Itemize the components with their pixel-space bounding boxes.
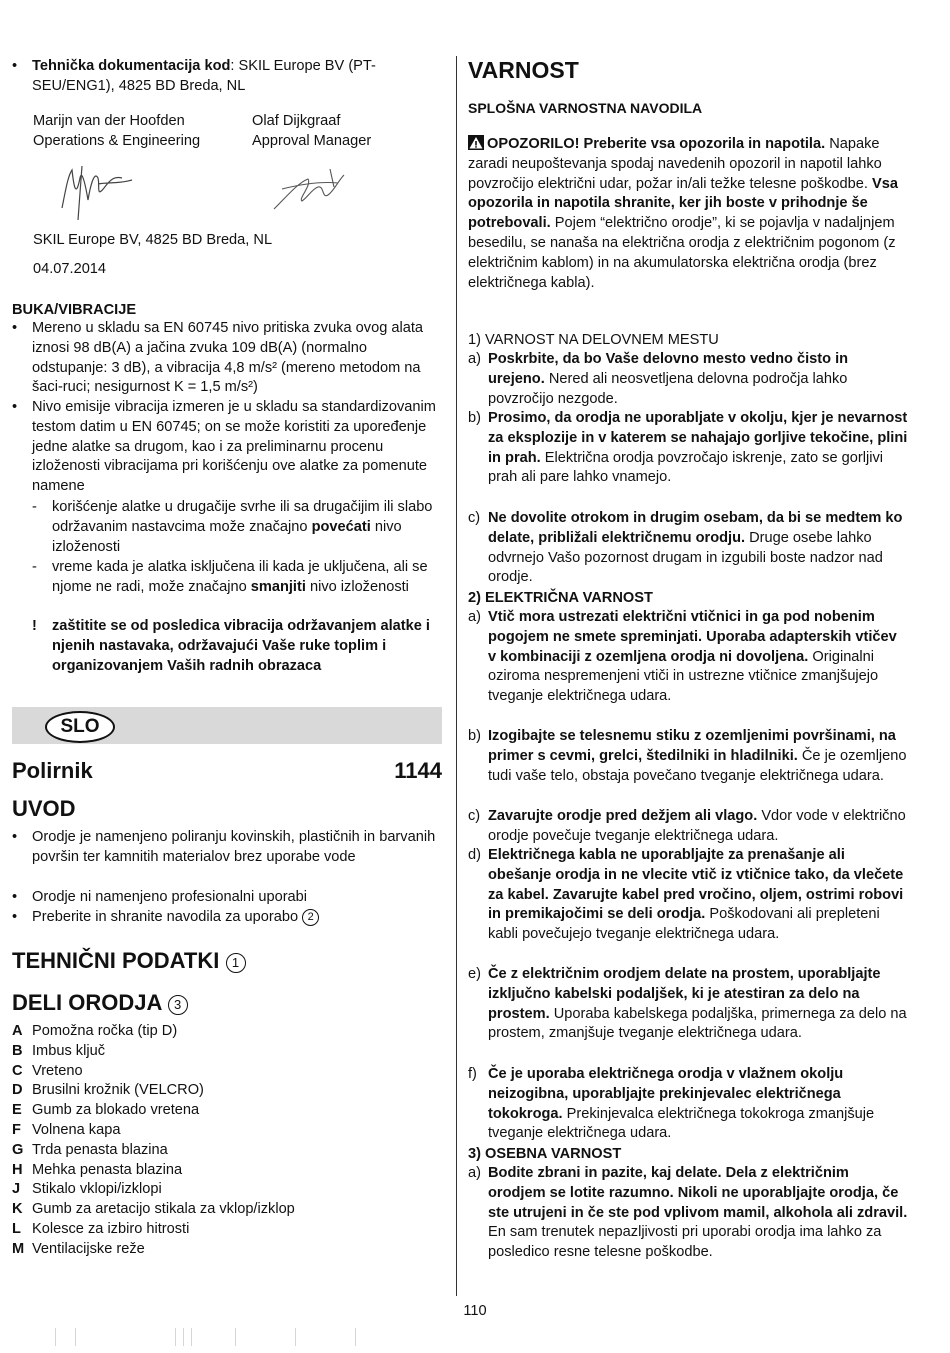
part-label: Gumb za blokado vretena bbox=[32, 1102, 200, 1119]
part-label: Trda penasta blazina bbox=[32, 1141, 168, 1158]
part-key: J bbox=[12, 1181, 21, 1198]
signer-name: Marijn van der Hoofden bbox=[33, 113, 185, 129]
part-item bbox=[12, 1062, 83, 1082]
uvod-heading: UVOD bbox=[12, 796, 76, 821]
model-number: 1144 bbox=[394, 758, 442, 783]
part-label: Kolesce za izbiro hitrosti bbox=[32, 1221, 190, 1237]
warning-paragraph: OPOZORILO! Preberite vsa opozorila in napotila. Napake zaradi neupoštevanja spodaj navedenih opozoril in napotil lahko povzročijo električni udar, požar in/ali težke telesne poškodbe. Vsa opozorila in napotila shranite, ker jih boste v prihodnje še potrebovali. Pojem “električno orodje”, ki se pojavlja v nadaljnjem besedilu, se nanaša na električna orodja z električnim pogonom (z električnim kablom) in na akumulatorska električna orodja (brez električnega kabla). bbox=[468, 136, 898, 291]
date: 04.07.2014 bbox=[33, 261, 107, 277]
column-divider bbox=[456, 56, 457, 1296]
figure-ref: 2 bbox=[302, 909, 319, 926]
part-label: Mehka penasta blazina bbox=[32, 1161, 183, 1178]
part-key: M bbox=[12, 1240, 25, 1257]
signature-2 bbox=[268, 165, 358, 215]
part-item bbox=[12, 1141, 168, 1161]
buka-bullet-2-text: Nivo emisije vibracija izmeren je u skladu sa standardizovanim testom datim u EN 60745; on se može koristiti za upoređenje jedne alatke sa drugom, kao i za preliminarnu procenu izloženosti vibracijama pri korišćenju ove alatke za pomenute namene bbox=[32, 399, 436, 495]
warning-icon bbox=[468, 135, 484, 150]
signature-1 bbox=[52, 158, 142, 224]
part-key: H bbox=[12, 1161, 23, 1178]
signer-role: Operations & Engineering bbox=[33, 132, 201, 149]
part-label: Vreteno bbox=[32, 1062, 83, 1079]
buka-bullet-1: • Mereno u skladu sa EN 60745 nivo pritiska zvuka ovog alata iznosi 98 dB(A) a jačina zvuka 109 dB(A) (normalno odstupanje: 3 dB), a vibracija 4,8 m/s² (mereno metodom na šaci-ruci; nesigurnost K = 1,5 m/s²) bbox=[12, 319, 442, 399]
part-key: D bbox=[12, 1082, 23, 1099]
part-key: B bbox=[12, 1042, 23, 1059]
part-key: K bbox=[12, 1201, 23, 1218]
buka-heading: BUKA/VIBRACIJE bbox=[12, 302, 137, 318]
signer-name: Olaf Dijkgraaf bbox=[252, 113, 341, 129]
part-label: Ventilacijske reže bbox=[32, 1240, 145, 1257]
part-key: F bbox=[12, 1122, 21, 1138]
part-item bbox=[12, 1161, 182, 1181]
tech-doc-label: Tehnička dokumentacija kod bbox=[32, 58, 231, 74]
parts-heading: DELI ORODJA 3 bbox=[12, 990, 188, 1016]
part-item bbox=[12, 1121, 120, 1141]
part-label: Brusilni krožnik (VELCRO) bbox=[32, 1082, 204, 1099]
part-key: E bbox=[12, 1102, 22, 1119]
part-item bbox=[12, 1180, 162, 1200]
page-number: 110 bbox=[463, 1303, 487, 1319]
language-bar bbox=[12, 707, 442, 744]
part-label: Imbus ključ bbox=[32, 1042, 105, 1059]
part-label: Stikalo vklopi/izklopi bbox=[32, 1181, 162, 1198]
part-label: Volnena kapa bbox=[32, 1122, 121, 1138]
general-safety-heading: SPLOŠNA VARNOSTNA NAVODILA bbox=[468, 100, 703, 116]
part-label: Pomožna ročka (tip D) bbox=[32, 1023, 178, 1039]
part-key: C bbox=[12, 1062, 23, 1079]
part-item bbox=[12, 1220, 189, 1240]
signer-2 bbox=[252, 112, 442, 152]
section-3-heading: 3) OSEBNA VARNOST bbox=[468, 1146, 622, 1162]
part-key: A bbox=[12, 1023, 23, 1039]
part-key: G bbox=[12, 1141, 24, 1158]
part-item bbox=[12, 1101, 199, 1121]
part-item bbox=[12, 1081, 204, 1101]
tech-doc-text: : SKIL Europe BV (PT-SEU/ENG1), 4825 BD Breda, NL bbox=[32, 58, 376, 94]
signer-1 bbox=[33, 112, 233, 152]
section-1-heading: 1) VARNOST NA DELOVNEM MESTU bbox=[468, 332, 719, 348]
part-label: Gumb za aretacijo stikala za vklop/izklop bbox=[32, 1201, 295, 1218]
buka-bullet-2: • Nivo emisije vibracija izmeren je u skladu sa standardizovanim testom datim u EN 60745; on se može koristiti za upoređenje jedne alatke sa drugom, kao i za preliminarnu procenu izloženosti vibracijama pri korišćenju ove alatke za pomenute namene bbox=[12, 398, 442, 498]
buka-bullet-1-text: Mereno u skladu sa EN 60745 nivo pritiska zvuka ovog alata iznosi 98 dB(A) a jačina zvuka 109 dB(A) (normalno odstupanje: 3 dB), a vibracija 4,8 m/s² (mereno metodom na šaci-ruci; nesigurnost K = 1,5 m/s²) bbox=[32, 320, 424, 396]
signer-role: Approval Manager bbox=[252, 132, 372, 149]
product-name: Polirnik bbox=[12, 758, 93, 783]
tech-data-heading: TEHNIČNI PODATKI 1 bbox=[12, 948, 246, 974]
part-item bbox=[12, 1240, 145, 1260]
footer-marks bbox=[55, 1328, 435, 1348]
part-item bbox=[12, 1042, 105, 1062]
part-item bbox=[12, 1022, 177, 1042]
company-address: SKIL Europe BV, 4825 BD Breda, NL bbox=[33, 232, 273, 248]
language-badge: SLO bbox=[45, 711, 115, 743]
figure-ref: 1 bbox=[226, 953, 246, 973]
varnost-heading: VARNOST bbox=[468, 57, 579, 83]
part-key: L bbox=[12, 1221, 21, 1237]
section-2-heading: 2) ELEKTRIČNA VARNOST bbox=[468, 590, 653, 606]
part-item bbox=[12, 1200, 295, 1220]
figure-ref: 3 bbox=[168, 995, 188, 1015]
bullet: • bbox=[12, 58, 18, 74]
